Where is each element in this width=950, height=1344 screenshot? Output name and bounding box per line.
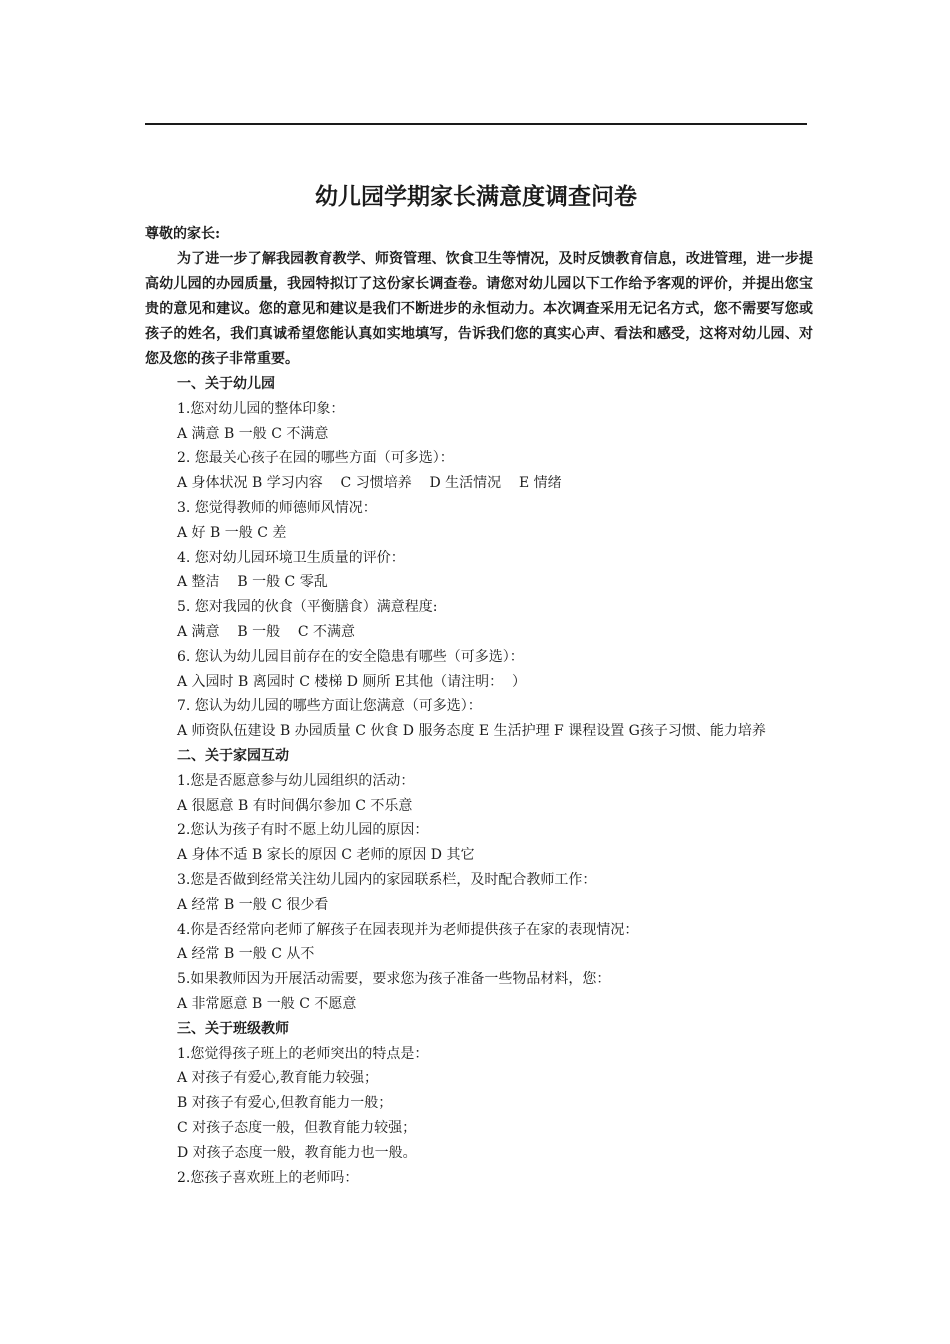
- section-heading-home-school: 二、关于家园互动: [177, 747, 289, 764]
- question-line: 6. 您认为幼儿园目前存在的安全隐患有哪些（可多选）：: [177, 648, 524, 665]
- question-line: 7. 您认为幼儿园的哪些方面让您满意（可多选）：: [177, 698, 482, 715]
- question-line: 2.您孩子喜欢班上的老师吗：: [177, 1169, 359, 1186]
- options-line: A 好 B 一般 C 差: [177, 524, 287, 541]
- options-line: A 经常 B 一般 C 很少看: [177, 896, 329, 913]
- question-line: 1.您是否愿意参与幼儿园组织的活动：: [177, 772, 415, 789]
- question-line: 5. 您对我园的伙食（平衡膳食）满意程度:: [177, 599, 438, 616]
- options-line: A 经常 B 一般 C 从不: [177, 946, 315, 963]
- question-line: 4. 您对幼儿园环境卫生质量的评价：: [177, 549, 405, 566]
- options-line: A 整洁 B 一般 C 零乱: [177, 574, 328, 591]
- question-line: 1.您觉得孩子班上的老师突出的特点是：: [177, 1045, 429, 1062]
- options-line: A 非常愿意 B 一般 C 不愿意: [177, 995, 357, 1012]
- options-line: A 身体状况 B 学习内容 C 习惯培养 D 生活情况 E 情绪: [177, 475, 562, 492]
- question-line: 3.您是否做到经常关注幼儿园内的家园联系栏，及时配合教师工作：: [177, 871, 597, 888]
- document-body: [145, 222, 813, 1190]
- options-line: B 对孩子有爱心,但教育能力一般；: [177, 1095, 393, 1112]
- section-heading-teachers: 三、关于班级教师: [177, 1020, 289, 1037]
- question-line: 3. 您觉得教师的师德师风情况：: [177, 499, 377, 516]
- question-line: 4.你是否经常向老师了解孩子在园表现并为老师提供孩子在家的表现情况：: [177, 921, 639, 938]
- options-line: C 对孩子态度一般，但教育能力较强；: [177, 1119, 417, 1136]
- greeting: 尊敬的家长:: [145, 226, 221, 242]
- question-line: 5.如果教师因为开展活动需要，要求您为孩子准备一些物品材料，您：: [177, 971, 611, 988]
- options-line: A 很愿意 B 有时间偶尔参加 C 不乐意: [177, 797, 413, 814]
- options-line: A 入园时 B 离园时 C 楼梯 D 厕所 E其他（请注明： ）: [177, 673, 527, 690]
- options-line: D 对孩子态度一般，教育能力也一般。: [177, 1144, 417, 1161]
- question-line: 1.您对幼儿园的整体印象：: [177, 400, 345, 417]
- options-line: A 身体不适 B 家长的原因 C 老师的原因 D 其它: [177, 847, 475, 864]
- question-line: 2. 您最关心孩子在园的哪些方面（可多选）：: [177, 450, 454, 467]
- document-title: 幼儿园学期家长满意度调查问卷: [315, 184, 637, 210]
- options-line: A 满意 B 一般 C 不满意: [177, 425, 329, 442]
- options-line: A 满意 B 一般 C 不满意: [177, 623, 356, 640]
- options-line: A 对孩子有爱心,教育能力较强；: [177, 1070, 379, 1087]
- intro-paragraph: 为了进一步了解我园教育教学、师资管理、饮食卫生等情况，及时反馈教育信息，改进管理，进一步提高幼儿园的办园质量，我园特拟订了这份家长调查卷。请您对幼儿园以下工作给予客观的评价，并提出您宝贵的意见和建议。您的意见和建议是我们不断进步的永恒动力。本次调查采用无记名方式，您不需要写您或孩子的姓名，我们真诚希望您能认真如实地填写，告诉我们您的真实心声、看法和感受，这将对幼儿园、对您及您的孩子非常重要。: [145, 251, 813, 367]
- header-rule: [145, 123, 807, 125]
- options-line: A 师资队伍建设 B 办园质量 C 伙食 D 服务态度 E 生活护理 F 课程设置 G孩子习惯、能力培养: [177, 723, 766, 740]
- section-heading-kindergarten: 一、关于幼儿园: [177, 376, 275, 392]
- question-line: 2.您认为孩子有时不愿上幼儿园的原因：: [177, 822, 429, 839]
